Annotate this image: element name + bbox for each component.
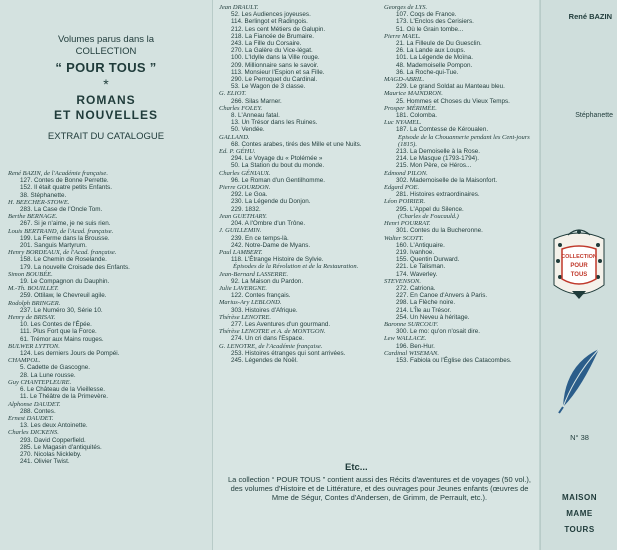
book-entry: 266. Silas Marner. bbox=[231, 97, 282, 105]
section-heading-2: ET NOUVELLES bbox=[53, 108, 158, 122]
book-entry: 158. Le Chemin de Roselande. bbox=[20, 256, 107, 264]
author-entry: Prosper MÉRIMÉE. bbox=[384, 104, 437, 112]
book-entry: 281. Histoires extraordinaires. bbox=[396, 191, 480, 199]
author-entry: Pierre GOURDON. bbox=[219, 184, 271, 192]
publisher-name bbox=[541, 490, 617, 538]
column-catalogue-intro bbox=[0, 0, 213, 550]
book-entry: 295. L'Appel du Silence. bbox=[396, 205, 464, 213]
column-catalogue-3 bbox=[380, 0, 540, 550]
collection-emblem-icon bbox=[546, 225, 612, 305]
author-entry: Thérèse LENOTRE et A. de MONTGON. bbox=[219, 328, 326, 336]
author-entry: STEVENSON. bbox=[384, 277, 422, 285]
author-entry: G. ELIOT. bbox=[219, 90, 247, 98]
volume-number: N° 38 bbox=[570, 433, 589, 442]
author-entry: J. GUILLEMIN. bbox=[219, 227, 262, 235]
author-entry: Baronne SURCOUF. bbox=[384, 320, 439, 328]
book-entry: 277. Les Aventures d'un gourmand. bbox=[231, 320, 331, 328]
spine-title: Stéphanette bbox=[575, 112, 613, 119]
spine-author: René BAZIN bbox=[568, 12, 612, 21]
emblem-text-2: POUR bbox=[570, 263, 588, 269]
author-entry: CHAMPOL. bbox=[8, 357, 41, 365]
book-entry: 50. Vendée. bbox=[231, 126, 265, 134]
book-entry: 218. La Fiancée de Brumaire. bbox=[231, 32, 314, 40]
book-entry: 245. Légendes de Noël. bbox=[231, 356, 298, 364]
book-entry: 19. Le Compagnon du Dauphin. bbox=[20, 278, 110, 286]
book-entry: 267. Si je n'aime, je ne suis rien. bbox=[20, 220, 111, 228]
book-entry: 302. Mademoiselle de la Maisonfort. bbox=[396, 176, 498, 184]
book-entry: 48. Mademoiselle Pompon. bbox=[396, 61, 473, 69]
extract-title: EXTRAIT DU CATALOGUE bbox=[47, 131, 165, 142]
book-entry: 13. Les deux Antoinette. bbox=[20, 422, 88, 430]
author-entry: Henri POURRAT. bbox=[384, 220, 431, 228]
author-entry: Léon POIRIER. bbox=[384, 198, 426, 206]
book-entry: 26. La Lande aux Loups. bbox=[396, 47, 466, 55]
author-entry: Thérèse LENOTRE. bbox=[219, 313, 271, 321]
book-entry: 294. Le Voyage du « Ptolémée » bbox=[231, 155, 323, 163]
author-entry: Henry de BRISAY. bbox=[8, 314, 56, 322]
book-entry: 196. Ben-Hur. bbox=[396, 342, 435, 350]
book-entry: 111. Plus Fort que la Force. bbox=[20, 328, 97, 336]
book-entry: 270. Nicolas Nickleby. bbox=[20, 450, 82, 458]
quill-feather-icon bbox=[555, 345, 603, 415]
book-entry: 301. Contes du la Bucheronne. bbox=[396, 227, 483, 235]
catalogue-list-3 bbox=[384, 4, 540, 364]
book-entry: 214. L'Île au Trésor. bbox=[396, 306, 452, 314]
intro-line-2: COLLECTION bbox=[75, 46, 137, 57]
author-entry: MAGD-ABRIL. bbox=[384, 76, 425, 84]
author-entry: Luc NYAMEL. bbox=[384, 119, 422, 127]
author-entry: Louis BERTRAND, de l'Acad. française. bbox=[8, 227, 114, 235]
author-entry: Marius-Ary LEBLOND. bbox=[219, 299, 282, 307]
book-entry: 219. Ivanhoe. bbox=[396, 248, 435, 256]
book-entry: 215. Mon Père, ce Héros... bbox=[396, 162, 472, 170]
author-entry: GALLAND. bbox=[219, 133, 250, 141]
author-entry: Cardinal WISEMAN. bbox=[384, 349, 440, 357]
book-entry: 107. Coqs de France. bbox=[396, 11, 457, 19]
book-entry: 201. Sanguis Martyrum. bbox=[20, 242, 87, 250]
author-entry: Alphonse DAUDET. bbox=[8, 400, 61, 408]
book-entry: 155. Quentin Durward. bbox=[396, 256, 460, 264]
author-entry: M.-Th. BOUILLET. bbox=[8, 285, 59, 293]
emblem-text-3: TOUS bbox=[570, 272, 588, 278]
book-entry: 290. Le Perroquet du Cardinal. bbox=[231, 76, 318, 84]
book-entry: 25. Hommes et Choses du Vieux Temps. bbox=[396, 97, 510, 105]
publisher-line-1: MAISON bbox=[562, 493, 597, 502]
publisher-line-3: TOURS bbox=[564, 525, 595, 534]
book-entry: 213. La Demoiselle à la Rose. bbox=[396, 148, 481, 156]
book-entry: 124. Les derniers Jours de Pompéi. bbox=[20, 350, 120, 358]
book-entry: 187. La Comtesse de Kéroualen. bbox=[396, 126, 489, 134]
book-entry: 13. Un Trésor dans les Ruines. bbox=[231, 119, 318, 127]
book-entry: 270. La Galère du Vice-légat. bbox=[231, 47, 313, 55]
book-entry: 212. Les cent Métiers de Galupin. bbox=[231, 25, 326, 33]
book-entry: 214. Le Masque (1793-1794). bbox=[396, 155, 479, 163]
book-entry: 114. Berlingot et Radingois. bbox=[231, 18, 308, 26]
book-entry: 298. La Flèche noire. bbox=[396, 299, 456, 307]
book-entry: 10. Les Contes de l'Épée. bbox=[20, 321, 92, 329]
book-entry: 283. La Case de l'Oncle Tom. bbox=[20, 206, 103, 214]
book-subtitle: Épisodes de la Révolution et de la Restauration. bbox=[233, 263, 359, 271]
collection-description: La collection “ POUR TOUS ” contient aussi des Récits d'aventures et de voyages (50 vol.), des volumes d'Histoire et de Littérature, et des ouvrages pour Jeunes enfants (œuvres de Mme de Ségur, Contes d'Andersen, de Grimm, de Perrault, etc.). bbox=[228, 475, 531, 503]
book-entry: 253. Histoires étranges qui sont arrivées. bbox=[231, 349, 346, 357]
book-entry: 272. Catriona. bbox=[396, 284, 436, 292]
author-entry: Simon BOUBÉE. bbox=[8, 270, 53, 278]
author-entry: Guy CHANTEPLEURE. bbox=[8, 378, 72, 386]
book-subtitle: (Charles de Foucauld.) bbox=[398, 212, 459, 220]
book-entry: 227. En Canoe d'Anvers à Paris. bbox=[396, 292, 488, 300]
publisher-line-2: MAME bbox=[566, 509, 593, 518]
author-entry: Edgard POE. bbox=[384, 184, 420, 192]
book-entry: 242. Notre-Dame de Myans. bbox=[231, 241, 311, 249]
book-entry: 96. Le Roman d'un Gentilhomme. bbox=[231, 176, 325, 184]
author-entry: Lew WALLACE. bbox=[384, 335, 427, 343]
section-heading-1: ROMANS bbox=[76, 93, 136, 107]
book-entry: 6. Le Château de la Vieillesse. bbox=[20, 386, 105, 394]
book-entry: 53. Le Wagon de 3 classe. bbox=[231, 83, 306, 91]
book-entry: 8. L'Anneau fatal. bbox=[231, 112, 280, 120]
author-entry: Pierre MAEL. bbox=[384, 32, 421, 40]
book-entry: 229. Le grand Soldat au Manteau bleu. bbox=[396, 83, 505, 91]
author-entry: Charles GÉNIAUX. bbox=[219, 169, 271, 177]
asterisk-ornament: * bbox=[103, 76, 109, 92]
book-entry: 292. Le Goa. bbox=[231, 191, 268, 199]
book-entry: 239. En ce temps-là. bbox=[231, 234, 289, 242]
book-entry: 174. Waverley. bbox=[396, 270, 438, 278]
book-entry: 274. Un cri dans l'Espace. bbox=[231, 335, 304, 343]
book-entry: 5. Cadette de Gascogne. bbox=[20, 364, 91, 372]
book-entry: 181. Colomba. bbox=[396, 112, 437, 120]
author-entry: Jean GUETHARY. bbox=[219, 212, 268, 220]
author-entry: BULWER LYTTON. bbox=[8, 342, 60, 350]
book-entry: 303. Histoires d'Afrique. bbox=[231, 306, 298, 314]
author-entry: Charles FOLEY. bbox=[219, 104, 263, 112]
catalogue-list-2 bbox=[219, 4, 379, 364]
collection-name: “ POUR TOUS ” bbox=[55, 60, 157, 75]
book-entry: 152. Il était quatre petits Enfants. bbox=[20, 184, 113, 192]
book-entry: 230. La Légende du Donjon. bbox=[231, 198, 311, 206]
book-subtitle: Episode de la Chouannerie pendant les Cent-jours (1815). bbox=[398, 133, 530, 148]
book-entry: 288. Contes. bbox=[20, 407, 56, 415]
book-entry: 118. L'Étrange Histoire de Sylvie. bbox=[231, 256, 324, 264]
book-entry: 36. La Roche-qui-Tue. bbox=[396, 68, 459, 76]
book-entry: 179. La nouvelle Croisade des Enfants. bbox=[20, 263, 130, 271]
book-entry: 21. La Filleule de Du Guesclin. bbox=[396, 40, 482, 48]
book-entry: 243. La Fille du Corsaire. bbox=[231, 40, 302, 48]
author-entry: Maurice MAINDRON. bbox=[384, 90, 443, 98]
author-entry: Paul LAMBERT. bbox=[219, 248, 263, 256]
book-entry: 209. Millionnaire sans le savoir. bbox=[231, 61, 319, 69]
author-entry: Jean-Bernard LASSERRE. bbox=[219, 270, 289, 278]
catalogue-header bbox=[4, 34, 208, 149]
author-entry: Henry BORDEAUX, de l'Acad. française. bbox=[8, 249, 117, 257]
author-entry: H. BEECHER-STOWE. bbox=[8, 198, 70, 206]
book-entry: 237. Le Numéro 30, Série 10. bbox=[20, 306, 103, 314]
author-entry: Berthe BERNAGE. bbox=[8, 213, 58, 221]
book-entry: 100. L'Idylle dans la Ville rouge. bbox=[231, 54, 320, 62]
etc-label: Etc... bbox=[345, 462, 368, 473]
catalogue-list-1 bbox=[8, 170, 208, 465]
book-entry: 127. Contes de Bonne Perrette. bbox=[20, 177, 109, 185]
book-entry: 204. A l'Ombre d'un Trône. bbox=[231, 220, 306, 228]
book-entry: 113. Monsieur l'Espion et sa Fille. bbox=[231, 68, 325, 76]
author-entry: Walter SCOTT. bbox=[384, 234, 424, 242]
book-entry: 92. La Maison du Pardon. bbox=[231, 277, 304, 285]
book-entry: 173. L'Enclos des Cerisiers. bbox=[396, 18, 474, 26]
author-entry: Charles DICKENS. bbox=[8, 429, 59, 437]
author-entry: Rodolph BRINGER. bbox=[8, 299, 61, 307]
book-entry: 229. 1832. bbox=[231, 205, 261, 213]
book-entry: 160. L'Antiquaire. bbox=[396, 241, 445, 249]
book-entry: 38. Stéphanette. bbox=[20, 191, 67, 199]
book-entry: 241. Olivier Twist. bbox=[20, 458, 70, 466]
author-entry: Julie LAVERGNE. bbox=[219, 284, 268, 292]
author-entry: Jean DRAULT. bbox=[219, 4, 259, 11]
book-entry: 293. David Copperfield. bbox=[20, 436, 86, 444]
author-entry: René BAZIN, de l'Académie française. bbox=[8, 170, 108, 177]
book-entry: 122. Contes français. bbox=[231, 292, 291, 300]
author-entry: G. LENOTRE, de l'Académie française. bbox=[219, 342, 323, 350]
book-entry: 61. Trémor aux Mains rouges. bbox=[20, 335, 104, 343]
book-entry: 52. Les Audiences joyeuses. bbox=[231, 11, 311, 19]
book-entry: 101. La Légende de Moïna. bbox=[396, 54, 474, 62]
author-entry: Ed. P. GÉHU. bbox=[219, 148, 256, 156]
book-entry: 221. Le Talisman. bbox=[396, 263, 446, 271]
book-entry: 300. Le mo: qu'on n'osait dire. bbox=[396, 328, 480, 336]
book-entry: 285. Le Magasin d'antiquités. bbox=[20, 443, 102, 451]
book-entry: 50. La Station du bout du monde. bbox=[231, 162, 325, 170]
book-entry: 199. La Ferme dans la Brousse. bbox=[20, 234, 110, 242]
book-entry: 51. Où le Grain tombe... bbox=[396, 25, 464, 33]
book-entry: 259. Ottilaw, le Chevreuil agile. bbox=[20, 292, 107, 300]
book-entry: 68. Contes arabes, tirés des Mille et une Nuits. bbox=[231, 140, 362, 148]
author-entry: Edmond PILON. bbox=[384, 169, 428, 177]
book-entry: 28. La Lune rousse. bbox=[20, 371, 76, 379]
author-entry: Ernest DAUDET. bbox=[8, 414, 54, 422]
book-entry: 11. Le Théâtre de la Primevère. bbox=[20, 393, 108, 401]
emblem-text-1: COLLECTION bbox=[561, 254, 597, 260]
author-entry: Georges de LYS. bbox=[384, 4, 428, 11]
book-entry: 153. Fabiola ou l'Église des Catacombes. bbox=[396, 356, 512, 364]
book-entry: 254. Un Neveu à héritage. bbox=[396, 313, 470, 321]
book-spine bbox=[540, 0, 617, 550]
intro-line-1: Volumes parus dans la bbox=[57, 34, 155, 45]
